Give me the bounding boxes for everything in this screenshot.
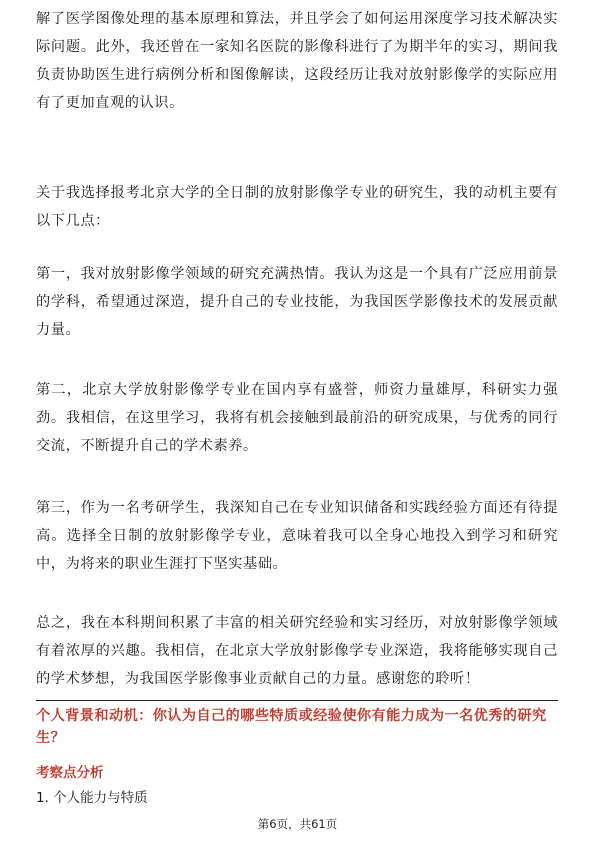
list-item: 1. 个人能力与特质 (36, 790, 148, 806)
body-paragraph: 总之，我在本科期间积累了丰富的相关研究经验和实习经历，对放射影像学领域有着浓厚的兴趣。我相信，在北京大学放射影像学专业深造，我将能够实现自己的学术梦想，为我国医学影像事业贡献自己的力量。感谢您的聆听！ (36, 615, 558, 687)
body-paragraph: 解了医学图像处理的基本原理和算法，并且学会了如何运用深度学习技术解决实际问题。此外，我还曾在一家知名医院的影像科进行了为期半年的实习，期间我负责协助医生进行病例分析和图像解读，这段经历让我对放射影像学的实际应用有了更加直观的认识。 (36, 11, 558, 111)
section-divider (36, 700, 558, 701)
question-heading: 个人背景和动机：你认为自己的哪些特质或经验使你有能力成为一名优秀的研究生？ (36, 708, 547, 746)
section-title: 考察点分析 (36, 765, 104, 781)
body-paragraph: 第二，北京大学放射影像学专业在国内享有盛誉，师资力量雄厚，科研实力强劲。我相信，在这里学习，我将有机会接触到最前沿的研究成果，与优秀的同行交流，不断提升自己的学术素养。 (36, 382, 558, 454)
body-paragraph: 第三，作为一名考研学生，我深知自己在专业知识储备和实践经验方面还有待提高。选择全日制的放射影像学专业，意味着我可以全身心地投入到学习和研究中，为将来的职业生涯打下坚实基础。 (36, 500, 558, 572)
page-footer: 第6页，共61页 (257, 817, 338, 831)
body-paragraph: 关于我选择报考北京大学的全日制的放射影像学专业的研究生，我的动机主要有以下几点： (36, 185, 558, 229)
body-paragraph: 第一，我对放射影像学领域的研究充满热情。我认为这是一个具有广泛应用前景的学科，希望通过深造，提升自己的专业技能，为我国医学影像技术的发展贡献力量。 (36, 266, 558, 338)
